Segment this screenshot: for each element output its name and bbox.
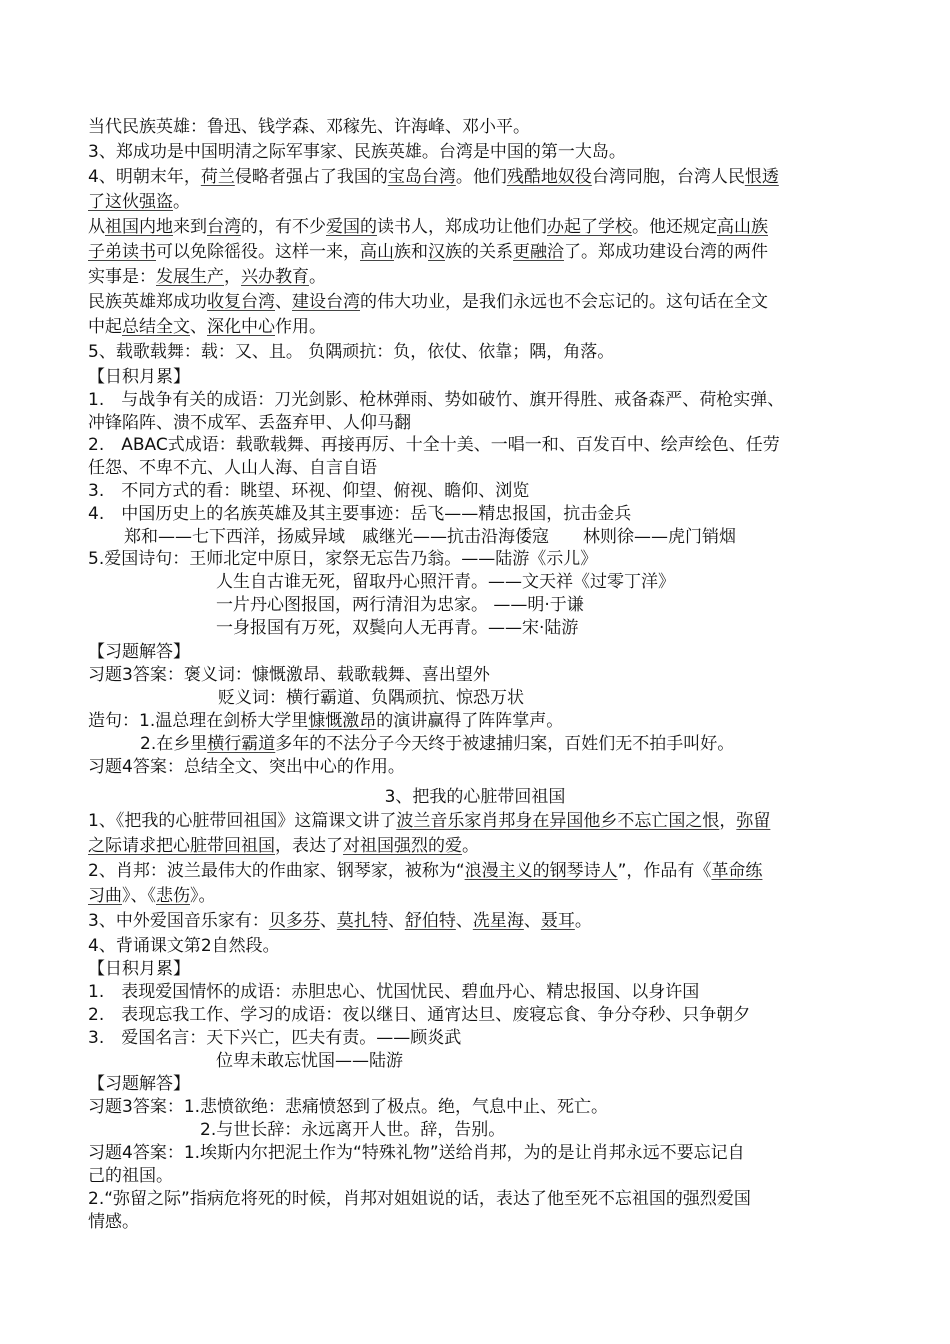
text-line [88, 687, 888, 710]
text-segment: 实事是： [88, 267, 156, 287]
text-line [88, 733, 888, 756]
text-segment: 一片丹心图报国，两行清泪为忠家。 ——明·于谦 [216, 594, 584, 615]
underlined-key-phrase: 高山族 [717, 217, 768, 237]
text-line [88, 884, 888, 909]
text-line [88, 389, 888, 412]
underlined-key-phrase: 收复台湾 [207, 292, 275, 312]
text-segment: 的伟大功业，是我们永远也不会忘记的。这句话在全文 [360, 292, 768, 312]
text-segment: 情感。 [88, 1212, 139, 1232]
text-segment: 多年的不法分子今天终于被逮捕归案，百姓们无不拍手叫好。 [275, 734, 735, 754]
text-segment: ”，作品有《 [617, 861, 712, 881]
text-segment: 2. ABAC式成语：载歌载舞、再接再厉、十全十美、一唱一和、百发百中、绘声绘色、任劳 [88, 435, 780, 456]
text-segment: 台湾同胞，台湾人民 [591, 167, 745, 187]
text-line [88, 934, 888, 959]
text-line [88, 1211, 888, 1234]
text-segment: 2、肖邦：波兰最伟大的作曲家、钢琴家，被称为“ [88, 861, 465, 881]
underlined-key-phrase: 爱国的 [326, 217, 377, 237]
text-line [88, 548, 888, 571]
text-segment: 》。 [190, 886, 216, 906]
section-exercise-answers-1 [88, 641, 888, 779]
text-segment: 4、背诵课文第2自然段。 [88, 936, 280, 956]
text-segment: 中起 [88, 317, 122, 337]
text-line [88, 340, 888, 365]
underlined-key-phrase: 恨透 [744, 167, 779, 187]
text-segment: 冲锋陷阵、溃不成军、丢盔弃甲、人仰马翻 [88, 412, 411, 433]
text-segment: 、 [190, 317, 207, 337]
text-segment: 当代民族英雄：鲁迅、钱学森、邓稼先、许海峰、邓小平。 [88, 117, 530, 137]
text-line [88, 115, 888, 140]
text-segment: 【习题解答】 [88, 1074, 190, 1094]
text-segment: 4. 中国历史上的名族英雄及其主要事迹：岳飞——精忠报国，抗击金兵 [88, 503, 632, 524]
text-segment: 1. 表现爱国情怀的成语：赤胆忠心、忧国忧民、碧血丹心、精忠报国、以身许国 [88, 982, 700, 1002]
text-segment: 习题3答案：1.悲愤欲绝：悲痛愤怒到了极点。绝，气息中止、死亡。 [88, 1097, 609, 1117]
text-line [88, 1188, 888, 1211]
text-line [88, 190, 888, 215]
text-line [88, 1096, 888, 1119]
text-segment: 2.在乡里 [140, 734, 208, 754]
text-segment: 贬义词：横行霸道、负隅顽抗、惊恐万状 [218, 688, 524, 708]
lesson-title: 3、把我的心脏带回祖国 [384, 787, 566, 807]
text-line [88, 215, 888, 240]
text-line [88, 594, 888, 617]
underlined-key-phrase: 横行霸道 [207, 734, 276, 754]
text-segment: 、 [387, 911, 405, 931]
text-segment: 民族英雄郑成功 [88, 292, 207, 312]
text-segment: 的演讲赢得了阵阵掌声。 [376, 711, 564, 731]
text-line [88, 1050, 888, 1073]
text-segment: 郑和——七下西洋，扬威异域 戚继光——抗击沿海倭寇 林则徐——虎门销烟 [124, 526, 736, 547]
underlined-key-phrase: 之际请求把心脏带回祖国 [88, 836, 275, 856]
text-segment: 来到 [173, 217, 207, 237]
text-line [88, 434, 888, 457]
text-line [88, 412, 888, 435]
text-segment: 了。郑成功建设台湾的两件 [564, 242, 768, 262]
text-line [88, 641, 888, 664]
text-segment: 3、郑成功是中国明清之际军事家、民族英雄。台湾是中国的第一大岛。 [88, 142, 626, 162]
text-segment: 2.“弥留之际”指病危将死的时候，肖邦对姐姐说的话，表达了他至死不忘祖国的强烈爱国 [88, 1189, 751, 1209]
text-line [88, 809, 888, 834]
text-line [88, 958, 888, 981]
text-segment: 2.与世长辞：永远离开人世。辞，告别。 [200, 1120, 506, 1140]
underlined-key-phrase: 了这伙强盗 [88, 192, 173, 212]
text-segment: 造句：1.温总理在剑桥大学里 [88, 711, 309, 731]
underlined-key-phrase: 发展生产 [156, 267, 224, 287]
text-segment: 、 [275, 292, 292, 312]
underlined-key-phrase: 莫扎特 [336, 911, 388, 931]
section-chopin-notes [88, 809, 888, 959]
text-segment: 一身报国有万死，双鬓向人无再青。——宋·陆游 [216, 617, 579, 638]
underlined-key-phrase: 弥留 [736, 811, 771, 831]
text-line [88, 240, 888, 265]
text-segment: 位卑未敢忘忧国——陆游 [216, 1051, 403, 1071]
text-line [88, 909, 888, 934]
underlined-key-phrase: 残酷地奴役 [506, 167, 592, 187]
underlined-key-phrase: 汉 [428, 242, 445, 262]
text-segment: 。他们 [455, 167, 507, 187]
underlined-key-phrase: 更融洽 [513, 242, 564, 262]
text-line [88, 366, 888, 389]
text-segment: 4、明朝末年， [88, 167, 201, 187]
text-segment: 【习题解答】 [88, 642, 190, 662]
text-line [88, 1027, 888, 1050]
text-line [88, 981, 888, 1004]
text-line [88, 480, 888, 503]
text-line [88, 859, 888, 884]
text-segment: 、 [523, 911, 541, 931]
underlined-key-phrase: 宝岛台湾 [387, 167, 456, 187]
text-segment: 【日积月累】 [88, 367, 190, 387]
text-segment: 【日积月累】 [88, 959, 190, 979]
text-segment: 从 [88, 217, 105, 237]
text-line [88, 710, 888, 733]
text-segment: 的，有不少 [241, 217, 326, 237]
underlined-key-phrase: 贝多芬 [268, 911, 320, 931]
text-segment: 。 [309, 267, 326, 287]
text-line [88, 503, 888, 526]
text-segment: 。 [173, 192, 190, 212]
underlined-key-phrase: 总结全文 [122, 317, 190, 337]
text-segment: 己的祖国。 [88, 1166, 173, 1186]
text-segment: 3. 爱国名言：天下兴亡，匹夫有责。——顾炎武 [88, 1028, 462, 1048]
underlined-key-phrase: 舒伯特 [404, 911, 456, 931]
text-segment: 族和 [394, 242, 428, 262]
underlined-key-phrase: 高山 [360, 242, 394, 262]
text-line [88, 457, 888, 480]
text-line [88, 1119, 888, 1142]
text-line [88, 1142, 888, 1165]
text-segment: 习题4答案：1.埃斯内尔把泥土作为“特殊礼物”送给肖邦，为的是让肖邦永远不要忘记自 [88, 1143, 745, 1163]
text-line [88, 756, 888, 779]
text-segment: 侵略者强占了我国的 [234, 167, 388, 187]
text-segment: 习题4答案：总结全文、突出中心的作用。 [88, 757, 405, 777]
text-line [88, 1165, 888, 1188]
underlined-key-phrase: 冼星海 [472, 911, 524, 931]
underlined-key-phrase: 革命练 [711, 861, 763, 881]
text-line [88, 140, 888, 165]
text-segment: 》、《 [122, 886, 156, 906]
underlined-key-phrase: 子弟读书 [88, 242, 156, 262]
section-daily-accumulation-1 [88, 366, 888, 640]
text-line [88, 165, 888, 190]
text-segment: 作用。 [275, 317, 326, 337]
underlined-key-phrase: 浪漫主义的钢琴诗人 [464, 861, 618, 881]
text-line [88, 1004, 888, 1027]
text-segment: 3. 不同方式的看：眺望、环视、仰望、俯视、瞻仰、浏览 [88, 480, 530, 501]
text-segment: 2. 表现忘我工作、学习的成语：夜以继日、通宵达旦、废寝忘食、争分夺秒、只争朝夕 [88, 1005, 751, 1025]
underlined-key-phrase: 荷兰 [200, 167, 235, 187]
text-segment: 5.爱国诗句：王师北定中原日，家祭无忘告乃翁。——陆游《示儿》 [88, 549, 598, 570]
text-segment: 、 [319, 911, 337, 931]
text-segment: 、 [455, 911, 473, 931]
text-line [88, 664, 888, 687]
text-line [88, 834, 888, 859]
text-segment: 1、《把我的心脏带回祖国》这篇课文讲了 [88, 811, 397, 831]
text-segment: 读书人，郑成功让他们 [377, 217, 547, 237]
text-line [88, 315, 888, 340]
text-segment: ， [719, 811, 737, 831]
section-zheng-chenggong-notes [88, 115, 888, 365]
section-daily-accumulation-and-answers-2 [88, 958, 888, 1234]
underlined-key-phrase: 建设台湾 [292, 292, 360, 312]
text-segment: 族的关系 [445, 242, 513, 262]
underlined-key-phrase: 台湾 [207, 217, 241, 237]
underlined-key-phrase: 聂耳 [540, 911, 575, 931]
underlined-key-phrase: 办起了学校 [547, 217, 632, 237]
underlined-key-phrase: 习曲 [88, 886, 122, 906]
text-segment: 人生自古谁无死，留取丹心照汗青。——文天祥《过零丁洋》 [216, 572, 675, 593]
text-segment: 1. 与战争有关的成语：刀光剑影、枪林弹雨、势如破竹、旗开得胜、戒备森严、荷枪实弹、 [88, 389, 785, 410]
underlined-key-phrase: 对祖国强烈的爱 [343, 836, 462, 856]
text-line [88, 571, 888, 594]
underlined-key-phrase: 深化中心 [207, 317, 275, 337]
underlined-key-phrase: 波兰音乐家肖邦身在异国他乡不忘亡国之恨 [396, 811, 720, 831]
text-line [88, 617, 888, 640]
underlined-key-phrase: 慷慨激昂 [308, 711, 377, 731]
underlined-key-phrase: 悲伤 [156, 886, 190, 906]
text-segment: 3、中外爱国音乐家有： [88, 911, 269, 931]
text-segment: 。 [574, 911, 592, 931]
text-segment: ， [224, 267, 241, 287]
underlined-key-phrase: 兴办教育 [241, 267, 309, 287]
text-segment: 习题3答案：褒义词：慷慨激昂、载歌载舞、喜出望外 [88, 665, 490, 685]
text-line [88, 526, 888, 549]
underlined-key-phrase: 祖国内地 [105, 217, 173, 237]
text-line [88, 265, 888, 290]
text-line [88, 1073, 888, 1096]
text-segment: 任怨、不卑不亢、人山人海、自言自语 [88, 458, 377, 479]
text-segment: 。他还规定 [632, 217, 717, 237]
text-segment: 5、载歌载舞：载：又、且。 负隅顽抗：负，依仗、依靠；隅，角落。 [88, 342, 615, 362]
text-segment: ，表达了 [275, 836, 343, 856]
text-line [88, 290, 888, 315]
text-segment: 可以免除徭役。这样一来， [156, 242, 360, 262]
text-segment: 。 [462, 836, 479, 856]
